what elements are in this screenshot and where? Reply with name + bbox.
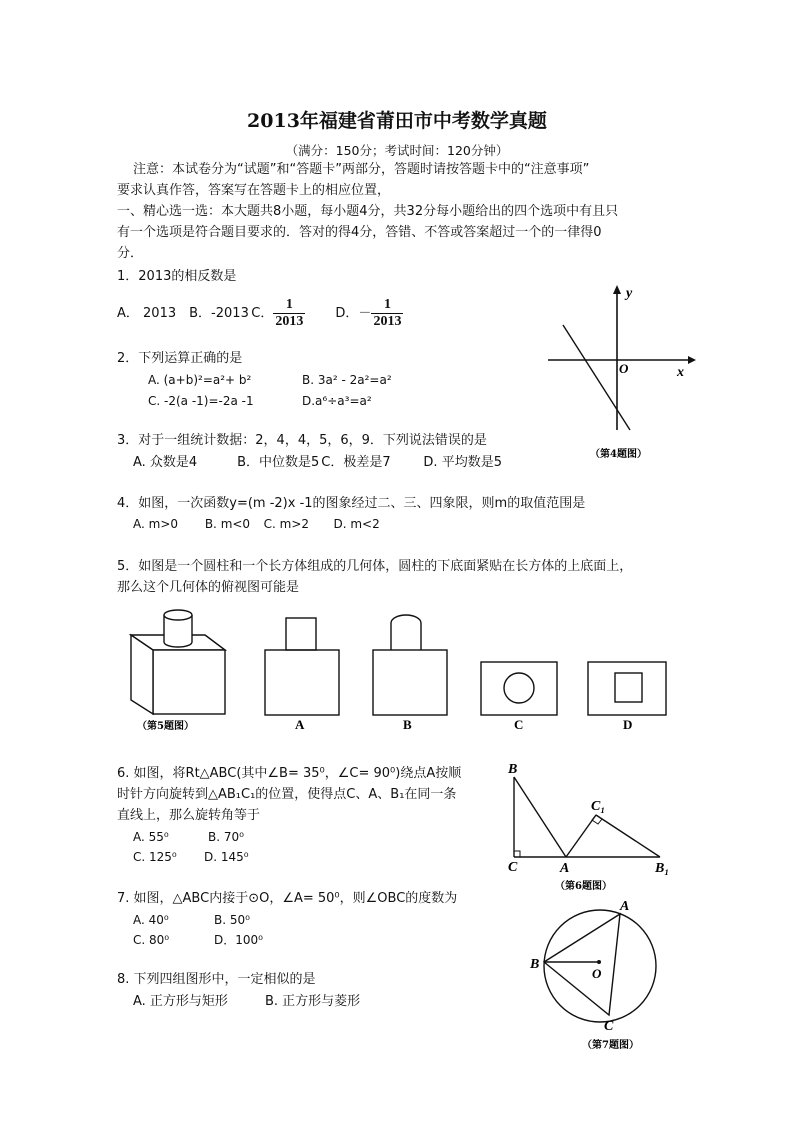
q8-option-a: A. 正方形与矩形 [133, 994, 228, 1009]
label-a: A [620, 899, 630, 914]
q4-figure-caption: （第4题图） [590, 449, 647, 460]
q5-stem-line-1: 5．如图是一个圆柱和一个长方体组成的几何体，圆柱的下底面紧贴在长方体的上底面上， [117, 559, 633, 574]
notice-line-1: 注意：本试卷分为“试题”和“答题卡”两部分，答题时请按答题卡中的“注意事项” [133, 162, 590, 177]
q6-figure-caption: （第6题图） [555, 881, 612, 892]
section-instruction-3: 分． [117, 246, 144, 261]
label-c: C [508, 860, 518, 875]
q1-option-c-fraction: $\frac{1}{2013}$ [275, 297, 304, 329]
q4-option-b: B. m<0 [204, 517, 251, 531]
q7-figure [520, 890, 680, 1060]
label-b1: B₁ [655, 861, 670, 876]
q6-option-d: D. 145⁰ [204, 850, 249, 864]
q4-option-c: C. m>2 [263, 517, 310, 531]
q3-option-b: B．中位数是5 [237, 455, 320, 470]
q6-option-c: C. 125⁰ [133, 850, 177, 864]
q6-stem-line-2: 时针方向旋转到△AB₁C₁的位置，使得点C、A、B₁在同一条 [117, 787, 457, 802]
q3-option-d: D. 平均数是5 [423, 455, 502, 470]
q2-option-d: D.a⁶÷a³=a² [302, 394, 372, 408]
segment-ba [514, 777, 566, 857]
q4-option-d: D. m<2 [333, 517, 380, 531]
q6-stem-line-1: 6. 如图，将Rt△ABC(其中∠B= 35⁰，∠C= 90⁰)绕点A按顺 [117, 766, 462, 781]
q3-option-a: A. 众数是4 [133, 455, 198, 470]
q1-stem: 1．2013的相反数是 [117, 269, 237, 284]
q1-option-a: A． 2013 [117, 306, 177, 321]
right-angle-c-icon [514, 851, 520, 857]
section-instruction-2: 有一个选项是符合题目要求的．答对的得4分，答错、不答或答案超过一个的一律得0 [117, 225, 602, 240]
q8-stem: 8. 下列四组图形中，一定相似的是 [117, 972, 316, 987]
x-label: x [677, 365, 684, 380]
q1-option-d-fraction: $\frac{1}{2013}$ [373, 297, 402, 329]
exam-info: （满分：150分；考试时间：120分钟） [285, 143, 509, 158]
label-b: B [530, 957, 540, 972]
q1-option-d: D．－ $\frac{1}{2013}$ [335, 297, 402, 329]
q5-option-d-label: D [623, 717, 633, 732]
q8-option-b: B. 正方形与菱形 [265, 994, 361, 1009]
q3-option-c: C．极差是7 [321, 455, 391, 470]
q6-option-b: B. 70⁰ [208, 830, 244, 844]
q4-options [133, 516, 380, 533]
q4-stem: 4．如图，一次函数y=(m -2)x -1的图象经过二、三、四象限，则m的取值范围是 [117, 496, 586, 511]
x-axis-arrow-icon [688, 356, 696, 364]
q7-option-a: A. 40⁰ [133, 913, 169, 927]
q6-stem-line-3: 直线上，那么旋转角等于 [117, 808, 261, 823]
q5-option-a-figure [265, 618, 339, 715]
q7-stem: 7. 如图，△ABC内接于⊙O，∠A= 50⁰，则∠OBC的度数为 [117, 891, 458, 906]
q5-figures [115, 605, 680, 735]
q5-option-c-label: C [514, 717, 524, 732]
label-b: B [508, 762, 518, 777]
q1-option-b: B．-2013 [189, 306, 249, 321]
q4-option-a: A. m>0 [133, 517, 179, 531]
label-c: C [604, 1019, 614, 1034]
q2-stem: 2．下列运算正确的是 [117, 351, 243, 366]
line-graph [563, 325, 630, 430]
q5-solid-figure [131, 610, 225, 714]
page-title: 2013年福建省莆田市中考数学真题 [247, 110, 547, 132]
label-a: A [560, 861, 570, 876]
origin-label: O [619, 361, 629, 376]
q5-figure-caption: （第5题图） [137, 721, 194, 732]
q7-option-c: C. 80⁰ [133, 933, 170, 947]
q2-option-a: A. (a+b)²=a²+ b² [148, 373, 252, 387]
q5-option-a-label: A [295, 717, 305, 732]
notice-line-2: 要求认真作答，答案写在答题卡上的相应位置， [117, 183, 391, 198]
q5-option-c-figure [481, 662, 557, 715]
segment-ac1 [566, 815, 596, 857]
q1-option-c: C． $\frac{1}{2013}$ [251, 297, 304, 329]
q7-option-b: B. 50⁰ [214, 913, 250, 927]
q2-option-b: B. 3a² - 2a²=a² [302, 373, 392, 387]
label-c1: C₁ [591, 799, 606, 814]
q1-options [117, 297, 403, 330]
label-o: O [592, 966, 602, 981]
q7-figure-caption: （第7题图） [582, 1040, 639, 1051]
q3-options [133, 454, 502, 471]
section-instruction-1: 一、精心选一选：本大题共8小题，每小题4分，共32分每小题给出的四个选项中有且只 [117, 204, 619, 219]
center-point [597, 960, 601, 964]
q3-stem: 3．对于一组统计数据：2，4，4，5，6，9．下列说法错误的是 [117, 433, 487, 448]
q6-figure [500, 755, 690, 895]
y-label: y [626, 286, 633, 301]
q5-option-d-figure [588, 662, 666, 715]
segment-c1b1 [596, 815, 660, 857]
q5-option-b-figure [373, 615, 447, 715]
q5-stem-line-2: 那么这个几何体的俯视图可能是 [117, 580, 300, 595]
q6-option-a: A. 55⁰ [133, 830, 169, 844]
q4-figure [540, 280, 700, 465]
q5-option-b-label: B [403, 717, 412, 732]
q2-option-c: C. -2(a -1)=-2a -1 [148, 394, 254, 408]
y-axis-arrow-icon [613, 285, 621, 294]
q7-option-d: D．100⁰ [214, 933, 263, 947]
